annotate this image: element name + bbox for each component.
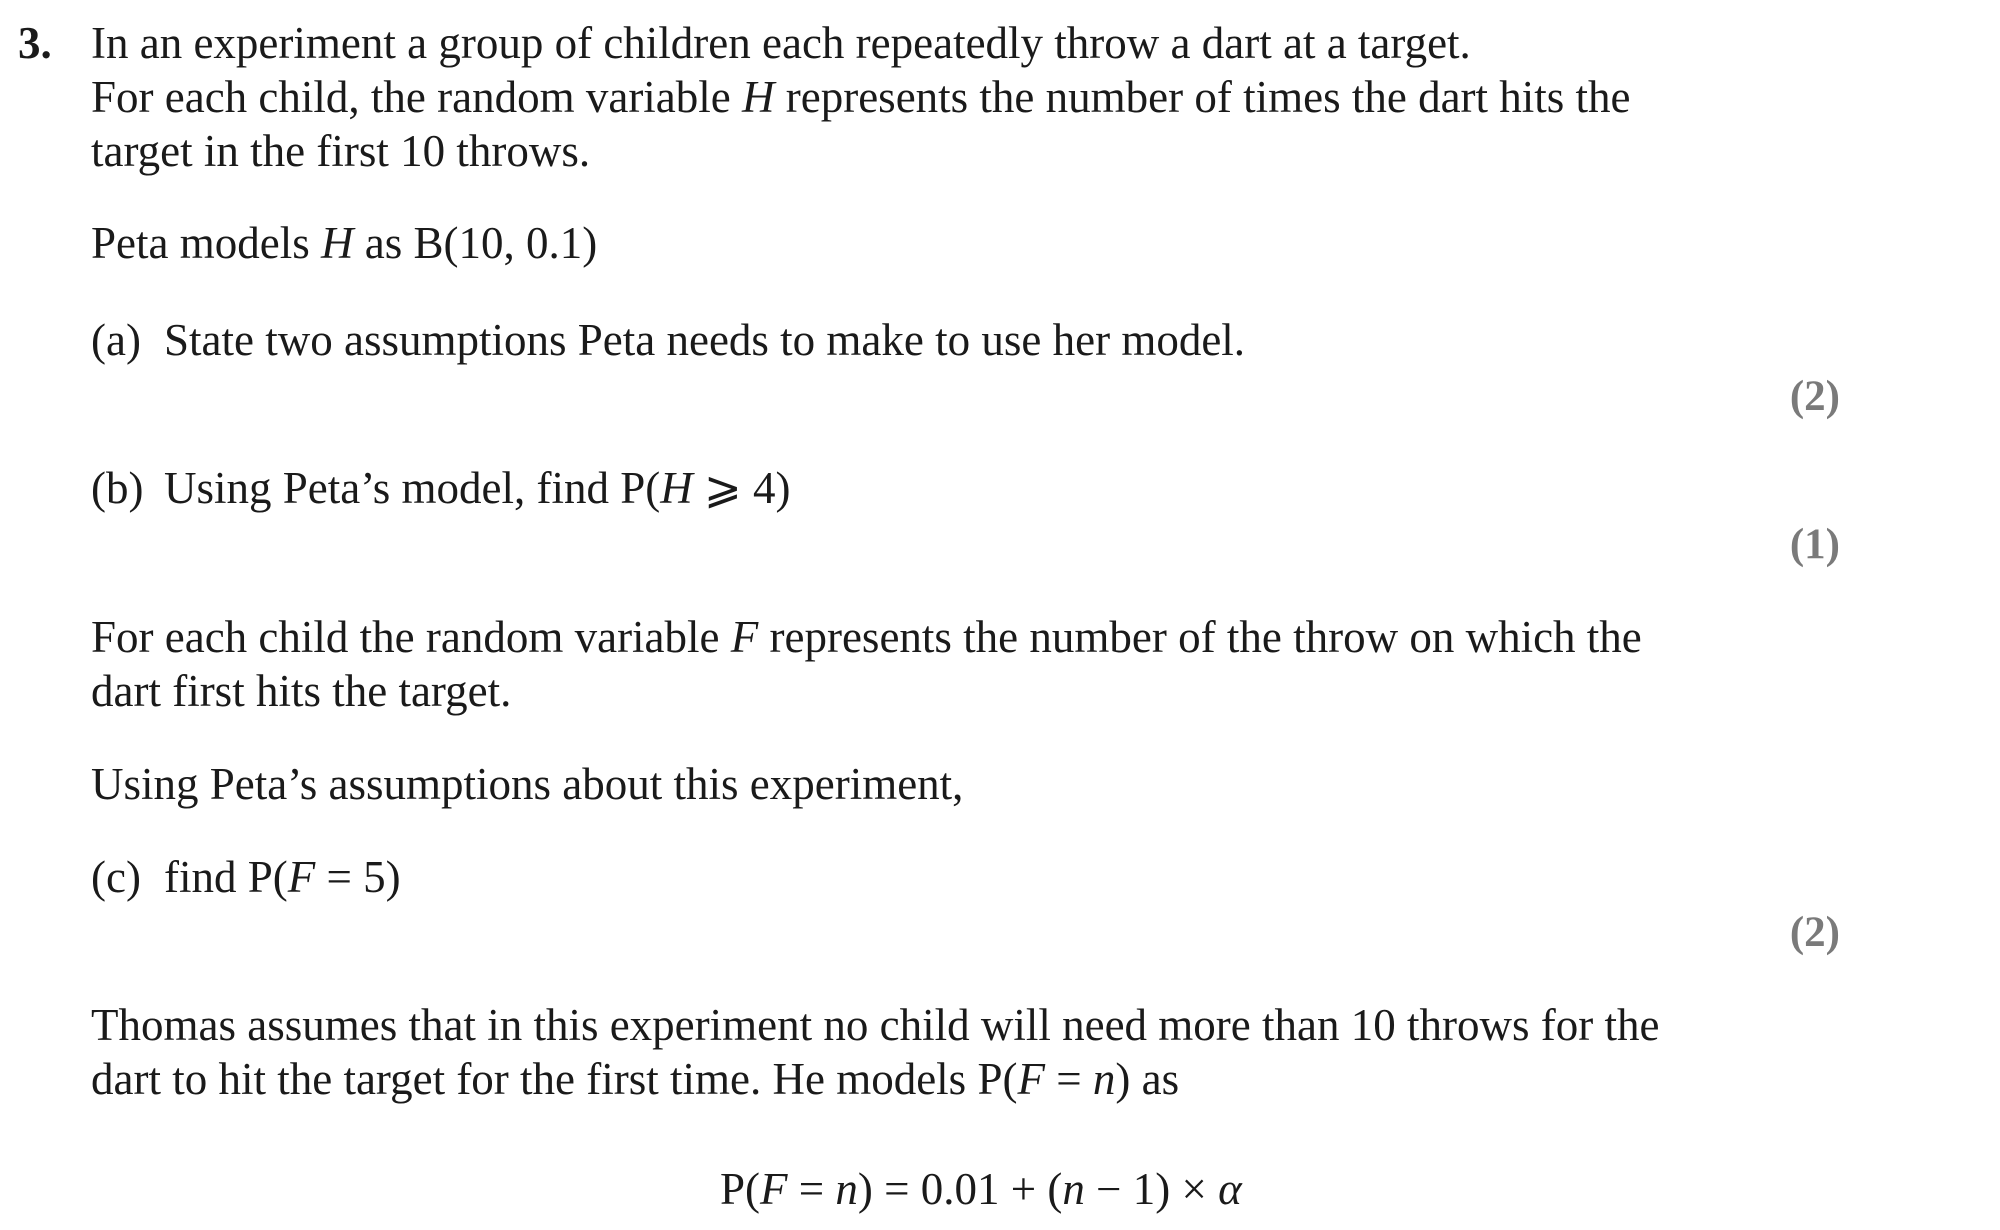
f-intro-line-2: dart first hits the target. [91,666,512,716]
part-c-label: (c) [91,852,141,902]
intro-line-3: target in the first 10 throws. [91,126,591,176]
part-a-question: (a) State two assumptions Peta needs to make to use her model. [91,315,1246,365]
thomas-line-1: Thomas assumes that in this experiment no child will need more than 10 throws for the [91,1000,1660,1050]
part-b-marks: (1) [1789,521,1840,568]
intro-line-1: In an experiment a group of children each repeatedly throw a dart at a target. [91,18,1471,68]
part-b-label: (b) [91,463,144,513]
part-c-question: (c) find P(F = 5) [91,852,401,902]
thomas-model-formula: P(F = n) = 0.01 + (n − 1) × α [720,1164,1242,1214]
model-statement: Peta models H as B(10, 0.1) [91,218,598,268]
part-c-marks: (2) [1789,909,1840,956]
intro-line-2: For each child, the random variable H represents the number of times the dart hits the [91,72,1631,122]
part-a-label: (a) [91,315,141,365]
assumptions-line: Using Peta’s assumptions about this experiment, [91,759,964,809]
f-intro-line-1: For each child the random variable F represents the number of the throw on which the [91,612,1642,662]
part-b-question: (b) Using Peta’s model, find P(H ⩾ 4) [91,463,791,513]
part-a-marks: (2) [1789,373,1840,420]
question-number: 3. [18,18,52,68]
thomas-line-2: dart to hit the target for the first time. He models P(F = n) as [91,1054,1180,1104]
